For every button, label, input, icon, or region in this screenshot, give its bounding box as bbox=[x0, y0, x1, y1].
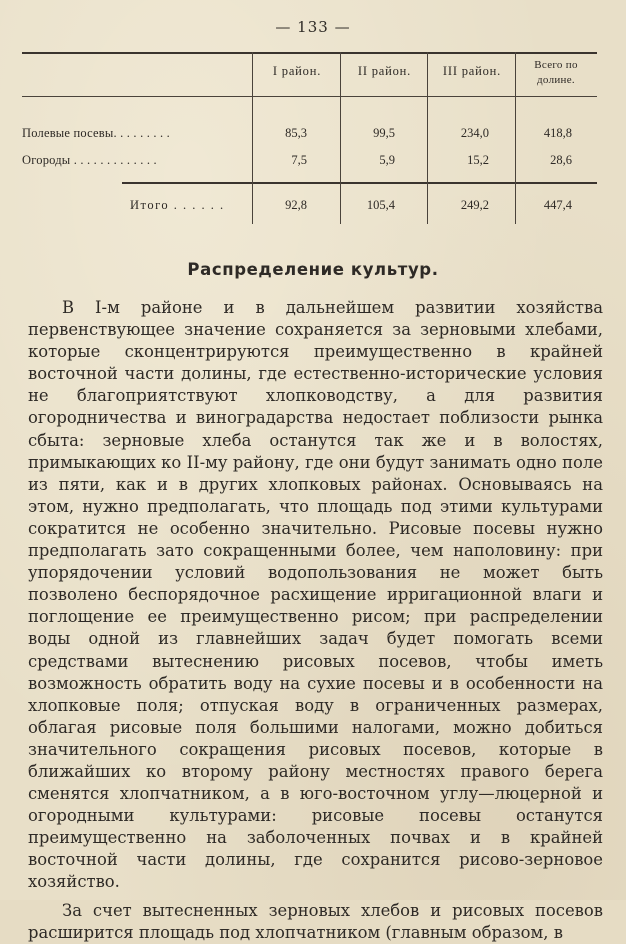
paragraph: За счет вытесненных зерновых хлебов и рисовых посевов расширится площадь под хлопчатником (главным образом, в bbox=[28, 900, 603, 942]
statistics-table bbox=[22, 52, 597, 224]
table-cell: 85,3 bbox=[285, 126, 307, 140]
column-header-district-3: III район. bbox=[442, 64, 502, 78]
table-cell: 447,4 bbox=[543, 198, 572, 212]
table-total-rule bbox=[122, 182, 597, 184]
body-text bbox=[28, 297, 603, 944]
page-number: — 133 — bbox=[275, 18, 351, 36]
table-cell: 234,0 bbox=[460, 126, 489, 140]
section-title: Распределение культур. bbox=[187, 260, 439, 279]
table-cell: 7,5 bbox=[291, 153, 307, 167]
table-cell: 28,6 bbox=[550, 153, 572, 167]
column-header-district-2: II район. bbox=[357, 64, 412, 78]
table-cell: 105,4 bbox=[366, 198, 395, 212]
row-label-field-crops: Полевые посевы. . . . . . . . . bbox=[22, 126, 170, 140]
row-label-total: Итого . . . . . . bbox=[130, 198, 225, 212]
table-top-rule bbox=[22, 52, 597, 54]
table-cell: 15,2 bbox=[467, 153, 489, 167]
table-cell: 5,9 bbox=[379, 153, 395, 167]
table-cell: 92,8 bbox=[285, 198, 307, 212]
column-header-district-1: I район. bbox=[272, 64, 322, 78]
paragraph: В I-м районе и в дальнейшем развитии хозяйства первенствующее значение сохраняется за зерновыми хлебами, которые сконцентрируются преимущественно в крайней восточной части долины, где естественно-исторические условия не благоприятствуют хлопководству, а для развития огородничества и виноградарства недостает поблизости рынка сбыта: зерновые хлеба останутся так же и в волостях, примыкающих ко II-му району, где они будут занимать одно поле из пяти, как и в других хлопковых районах. Основываясь на этом, нужно предполагать, что площадь под этими культурами сократится не особенно значительно. Рисовые посевы нужно предполагать зато сокращенными более, чем наполовину: при упорядочении условий водопользования не может быть позволено беспорядочное расхищение ирригационной влаги и поглощение ее преимущественно рисом; при распределении воды одной из главнейших задач будет помогать всеми средствами вытеснению рисовых посевов, чтобы иметь возможность обратить воду на сухие посевы и в особенности на хлопковые поля; отпуская воду в ограниченных размерах, облагая рисовые поля большими налогами, можно добиться значительного сокращения рисовых посевов, которые в ближайших ко второму району местностях правого берега сменятся хлопчатником, а в юго-восточном углу—люцерной и огородными культурами: рисовые посевы останутся преимущественно на заболоченных почвах и в крайней восточной части долины, где сохранится рисово-зерновое хозяйство. bbox=[28, 298, 603, 892]
table-header-rule bbox=[22, 96, 597, 97]
table-cell: 249,2 bbox=[460, 198, 489, 212]
table-cell: 99,5 bbox=[373, 126, 395, 140]
table-cell: 418,8 bbox=[543, 126, 572, 140]
column-header-valley-total: Всего по долине. bbox=[534, 59, 578, 86]
row-label-gardens: Огороды . . . . . . . . . . . . . bbox=[22, 153, 157, 167]
